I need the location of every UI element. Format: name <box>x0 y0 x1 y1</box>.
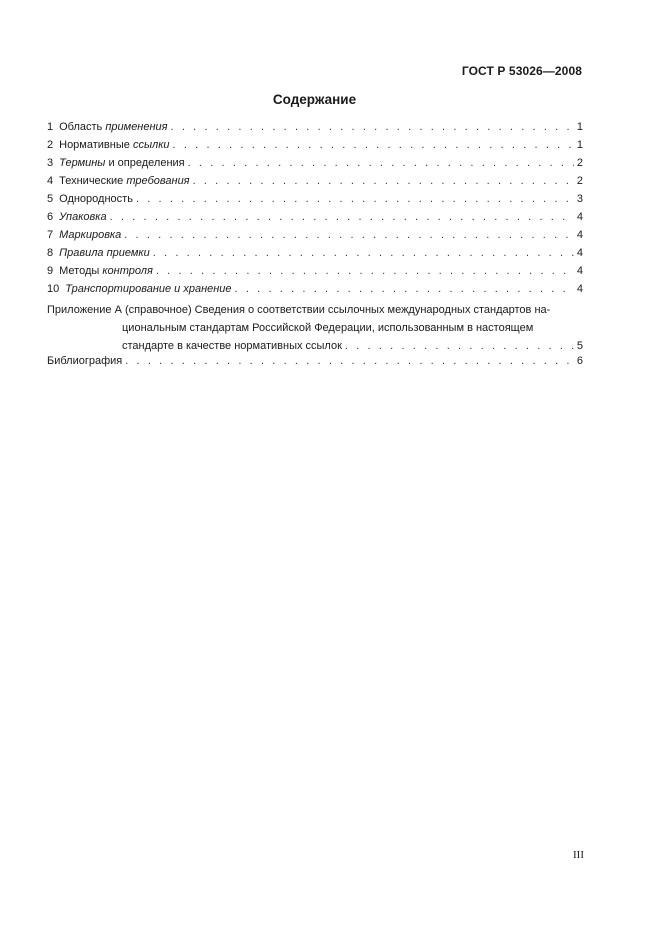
toc-entry-3[interactable] <box>47 157 583 175</box>
toc-entry-page: 3 <box>576 193 583 205</box>
table-of-contents <box>47 121 583 373</box>
toc-entry-8[interactable] <box>47 247 583 265</box>
toc-entry-number: 2 <box>47 139 54 151</box>
toc-entry-6[interactable] <box>47 211 583 229</box>
toc-entry-page: 2 <box>576 157 583 169</box>
dot-leader <box>136 193 574 205</box>
dot-leader <box>125 355 574 367</box>
toc-entry-label: Технические требования <box>59 175 190 187</box>
toc-entry-number: 10 <box>47 283 60 295</box>
toc-entry-number: 6 <box>47 211 54 223</box>
appendix-line-2: циональным стандартам Российской Федерации, использованным в настоящем <box>122 322 534 334</box>
toc-entry-page: 6 <box>576 355 583 367</box>
toc-entry-label: Библиография <box>47 355 123 367</box>
toc-entry-page: 2 <box>576 175 583 187</box>
toc-entry-1[interactable] <box>47 121 583 139</box>
toc-entry-label: Термины и определения <box>59 157 185 169</box>
toc-entry-number: 4 <box>47 175 54 187</box>
dot-leader <box>171 121 574 133</box>
toc-entry-4[interactable] <box>47 175 583 193</box>
toc-entry-10[interactable] <box>47 283 583 301</box>
toc-entry-label: Нормативные ссылки <box>59 139 170 151</box>
dot-leader <box>124 229 574 241</box>
dot-leader <box>156 265 574 277</box>
dot-leader <box>345 337 574 355</box>
dot-leader <box>173 139 574 151</box>
toc-entry-number: 9 <box>47 265 54 277</box>
toc-entry-page: 4 <box>576 265 583 277</box>
toc-entry-label: Правила приемки <box>59 247 150 259</box>
toc-entry-page: 5 <box>576 340 583 352</box>
toc-entry-page: 1 <box>576 139 583 151</box>
toc-entry-bibliography[interactable] <box>47 355 583 373</box>
dot-leader <box>193 175 574 187</box>
toc-entry-7[interactable] <box>47 229 583 247</box>
toc-entry-number: 8 <box>47 247 54 259</box>
toc-entry-label: Однородность <box>59 193 133 205</box>
toc-entry-page: 4 <box>576 229 583 241</box>
toc-entry-number: 3 <box>47 157 54 169</box>
toc-entry-number: 1 <box>47 121 54 133</box>
toc-entry-label: Методы контроля <box>59 265 153 277</box>
toc-entry-appendix-a[interactable] <box>47 301 583 355</box>
toc-entry-2[interactable] <box>47 139 583 157</box>
toc-entry-9[interactable] <box>47 265 583 283</box>
page-number: III <box>573 849 584 861</box>
toc-entry-label: Маркировка <box>59 229 122 241</box>
toc-entry-label: Упаковка <box>59 211 107 223</box>
toc-entry-number: 7 <box>47 229 54 241</box>
page-title: Содержание <box>272 92 357 107</box>
dot-leader <box>188 157 574 169</box>
toc-entry-number: 5 <box>47 193 54 205</box>
appendix-line-3-text: стандарте в качестве нормативных ссылок <box>122 340 342 352</box>
toc-entry-page: 1 <box>576 121 583 133</box>
toc-entry-label: Область применения <box>59 121 168 133</box>
toc-entry-label: Транспортирование и хранение <box>65 283 232 295</box>
appendix-line-3 <box>47 337 583 355</box>
dot-leader <box>235 283 574 295</box>
document-header: ГОСТ Р 53026—2008 <box>461 64 582 78</box>
dot-leader <box>153 247 574 259</box>
toc-entry-page: 4 <box>576 283 583 295</box>
toc-entry-page: 4 <box>576 247 583 259</box>
appendix-line-1: Приложение А (справочное) Сведения о соответствии ссылочных международных стандартов на- <box>47 304 551 316</box>
dot-leader <box>110 211 574 223</box>
toc-entry-page: 4 <box>576 211 583 223</box>
toc-entry-5[interactable] <box>47 193 583 211</box>
